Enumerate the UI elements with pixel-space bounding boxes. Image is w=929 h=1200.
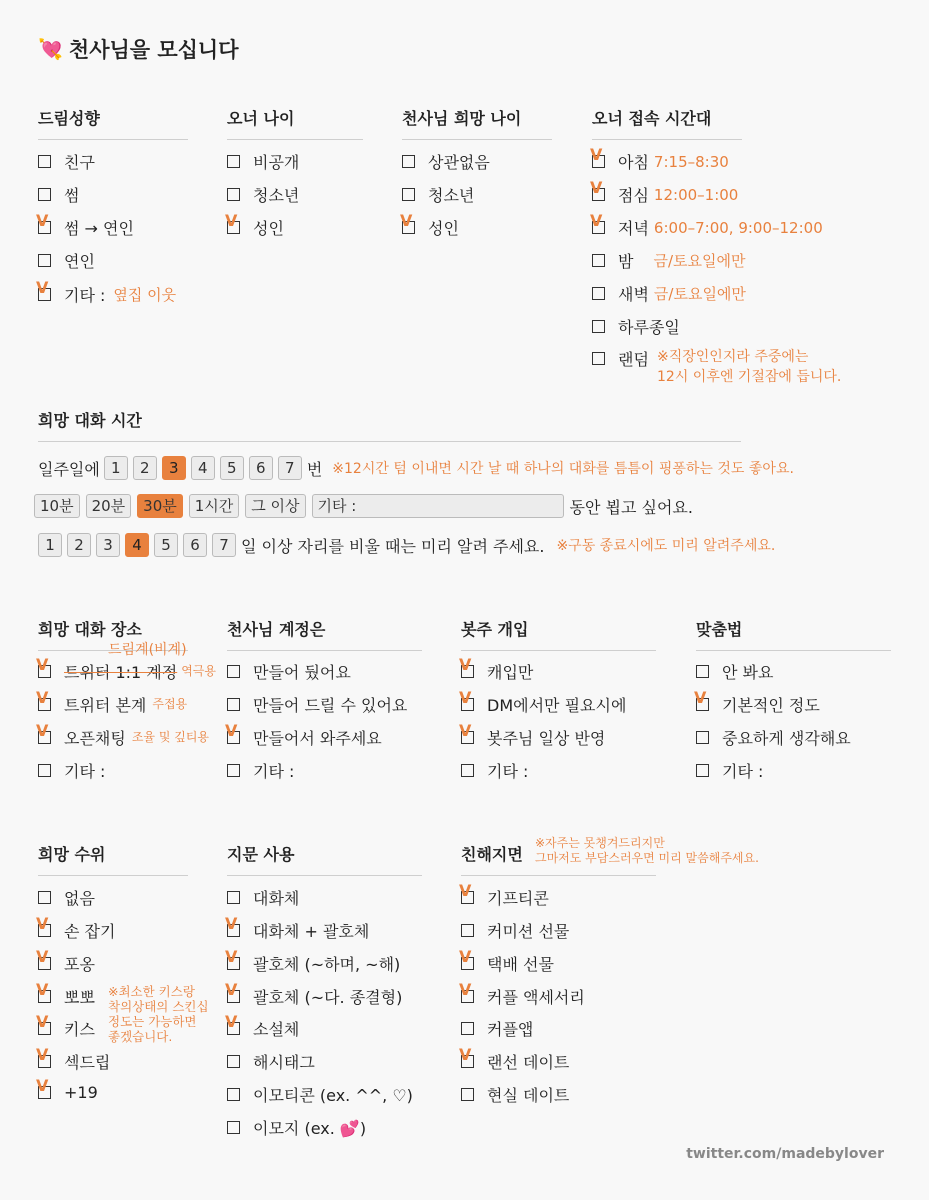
checkbox[interactable] bbox=[696, 665, 709, 678]
check-mark-icon: V bbox=[36, 688, 49, 707]
checkbox[interactable] bbox=[227, 665, 240, 678]
checkbox[interactable] bbox=[461, 764, 474, 777]
checkbox-checked[interactable] bbox=[225, 1012, 240, 1035]
option-dream-other[interactable]: V 기타 : 옆집 이웃 bbox=[36, 278, 177, 305]
check-mark-icon: V bbox=[36, 1012, 49, 1031]
checkbox-checked[interactable] bbox=[225, 721, 240, 744]
checkbox-checked[interactable] bbox=[36, 1076, 51, 1099]
num-5[interactable]: 5 bbox=[220, 456, 244, 480]
checkbox[interactable] bbox=[227, 1121, 240, 1134]
section-title-owner-time: 오너 접속 시간대 bbox=[592, 106, 742, 140]
option-account-make-and-come[interactable]: V 만들어서 와주세요 bbox=[225, 721, 382, 748]
option-account-can-make[interactable]: 만들어 드릴 수 있어요 bbox=[227, 693, 407, 716]
option-dream-friend[interactable]: 친구 bbox=[38, 150, 95, 173]
checkbox[interactable] bbox=[696, 764, 709, 777]
row-days-per-week: 일주일에 1 2 3 4 5 6 7 번 ※12시간 텀 이내면 시간 날 때 하나의 대화를 틈틈이 핑퐁하는 것도 좋아요. bbox=[38, 456, 794, 480]
note: 6:00–7:00, 9:00–12:00 bbox=[653, 218, 823, 237]
option-bonju-daily[interactable]: V 봇주님 일상 반영 bbox=[459, 721, 606, 748]
section-title-level: 희망 수위 bbox=[38, 842, 188, 876]
note: 7:15–8:30 bbox=[653, 152, 729, 171]
annotation-dream-account: 드림계(비계) bbox=[108, 642, 187, 658]
option-spelling-none[interactable]: 안 봐요 bbox=[696, 660, 773, 683]
num-3-selected[interactable]: 3 bbox=[162, 456, 186, 480]
option-style-hashtag[interactable]: 해시태그 bbox=[227, 1050, 315, 1073]
check-mark-icon: V bbox=[225, 211, 238, 230]
option-dream-some-lover[interactable]: V 썸 → 연인 bbox=[36, 211, 134, 238]
option-time-morning[interactable]: V 아침 7:15–8:30 bbox=[590, 145, 729, 172]
check-mark-icon: V bbox=[36, 1045, 49, 1064]
option-owner-adult[interactable]: V 성인 bbox=[225, 211, 284, 238]
option-style-novel[interactable]: V 소설체 bbox=[225, 1012, 300, 1039]
option-dream-some[interactable]: 썸 bbox=[38, 183, 79, 206]
duration-more[interactable]: 그 이상 bbox=[245, 494, 305, 518]
option-style-dialogue-paren[interactable]: V 대화체 + 괄호체 bbox=[225, 914, 370, 941]
option-place-twitter-main[interactable]: V 트위터 본계 주접용 bbox=[36, 688, 188, 715]
checkbox[interactable] bbox=[38, 188, 51, 201]
checkbox[interactable] bbox=[38, 764, 51, 777]
check-mark-icon: V bbox=[36, 1076, 49, 1095]
checkbox-checked[interactable] bbox=[694, 688, 709, 711]
checkbox-checked[interactable] bbox=[36, 914, 51, 937]
checkbox[interactable] bbox=[402, 155, 415, 168]
num-6[interactable]: 6 bbox=[249, 456, 273, 480]
option-time-lunch[interactable]: V 점심 12:00–1:00 bbox=[590, 178, 739, 205]
option-level-sexdrip[interactable]: V 섹드립 bbox=[36, 1045, 111, 1072]
checkbox-checked[interactable] bbox=[459, 1045, 474, 1068]
checkbox-checked[interactable] bbox=[225, 947, 240, 970]
option-spelling-important[interactable]: 중요하게 생각해요 bbox=[696, 726, 851, 749]
check-mark-icon: V bbox=[225, 1012, 238, 1031]
checkbox-checked[interactable] bbox=[36, 721, 51, 744]
option-close-couple-app[interactable]: 커플앱 bbox=[461, 1017, 533, 1040]
note: 주접용 bbox=[152, 697, 188, 711]
checkbox[interactable] bbox=[592, 254, 605, 267]
checkbox[interactable] bbox=[696, 731, 709, 744]
option-level-none[interactable]: 없음 bbox=[38, 886, 95, 909]
option-level-kiss[interactable]: V 키스 bbox=[36, 1012, 95, 1039]
note: 금/토요일에만 bbox=[653, 285, 746, 303]
note: ※12시간 텀 이내면 시간 날 때 하나의 대화를 틈틈이 핑퐁하는 것도 좋아요. bbox=[332, 461, 794, 477]
page-title: 천사님을 모십니다 bbox=[68, 38, 239, 62]
checkbox-checked[interactable] bbox=[459, 980, 474, 1003]
checkbox-checked[interactable] bbox=[459, 721, 474, 744]
checkbox-checked[interactable] bbox=[36, 1045, 51, 1068]
num-7[interactable]: 7 bbox=[278, 456, 302, 480]
num-4-selected[interactable]: 4 bbox=[125, 533, 149, 557]
checkbox-checked[interactable] bbox=[225, 980, 240, 1003]
check-mark-icon: V bbox=[590, 178, 603, 197]
option-style-dialogue[interactable]: 대화체 bbox=[227, 886, 299, 909]
note-close: ※자주는 못챙겨드리지만 그마저도 부담스러우면 미리 말씀해주세요. bbox=[535, 836, 759, 865]
checkbox[interactable] bbox=[227, 1088, 240, 1101]
option-angel-adult[interactable]: V 성인 bbox=[400, 211, 459, 238]
num-1[interactable]: 1 bbox=[38, 533, 62, 557]
checkbox-checked[interactable] bbox=[36, 688, 51, 711]
option-account-made[interactable]: 만들어 뒀어요 bbox=[227, 660, 351, 683]
check-mark-icon: V bbox=[459, 688, 472, 707]
duration-10[interactable]: 10분 bbox=[34, 494, 80, 518]
option-place-openchat[interactable]: V 오픈채팅 조율 및 깊티용 bbox=[36, 721, 210, 748]
checkbox-checked[interactable] bbox=[225, 914, 240, 937]
checkbox-checked[interactable] bbox=[459, 881, 474, 904]
checkbox[interactable] bbox=[227, 698, 240, 711]
option-close-delivery[interactable]: V 택배 선물 bbox=[459, 947, 554, 974]
page-title-row bbox=[38, 34, 239, 64]
num-6[interactable]: 6 bbox=[183, 533, 207, 557]
note: 조율 및 깊티용 bbox=[131, 730, 210, 744]
checkbox-checked[interactable] bbox=[36, 947, 51, 970]
num-3[interactable]: 3 bbox=[96, 533, 120, 557]
check-mark-icon: V bbox=[36, 721, 49, 740]
option-angel-any[interactable]: 상관없음 bbox=[402, 150, 490, 173]
check-mark-icon: V bbox=[36, 278, 49, 297]
check-mark-icon: V bbox=[36, 211, 49, 230]
checkbox-checked[interactable] bbox=[36, 1012, 51, 1035]
check-mark-icon: V bbox=[36, 914, 49, 933]
section-title-place: 희망 대화 장소 bbox=[38, 617, 188, 651]
section-title-angel-age: 천사님 희망 나이 bbox=[402, 106, 552, 140]
checkbox-checked[interactable] bbox=[590, 145, 605, 168]
checkbox-checked[interactable] bbox=[36, 980, 51, 1003]
note: 12:00–1:00 bbox=[653, 185, 739, 204]
option-place-other[interactable]: 기타 : bbox=[38, 759, 105, 782]
heart-arrow-icon: 💘 bbox=[38, 37, 63, 61]
checkbox[interactable] bbox=[402, 188, 415, 201]
footer-credit: twitter.com/madebylover bbox=[686, 1146, 884, 1162]
num-4[interactable]: 4 bbox=[191, 456, 215, 480]
check-mark-icon: V bbox=[225, 980, 238, 999]
option-owner-private[interactable]: 비공개 bbox=[227, 150, 299, 173]
checkbox[interactable] bbox=[461, 1022, 474, 1035]
checkbox-checked[interactable] bbox=[459, 947, 474, 970]
option-level-hug[interactable]: V 포옹 bbox=[36, 947, 95, 974]
section-title-spelling: 맞춤법 bbox=[696, 617, 891, 651]
section-title-close: 친해지면 bbox=[461, 842, 656, 876]
checkbox-checked[interactable] bbox=[36, 278, 51, 301]
num-5[interactable]: 5 bbox=[154, 533, 178, 557]
checkbox[interactable] bbox=[227, 764, 240, 777]
option-place-twitter-11[interactable]: V 트위터 1:1 계정 역극용 bbox=[36, 655, 216, 682]
check-mark-icon: V bbox=[459, 655, 472, 674]
checkbox-checked[interactable] bbox=[225, 211, 240, 234]
option-style-paren-1[interactable]: V 괄호체 (~하며, ~해) bbox=[225, 947, 401, 974]
row-duration: 10분 20분 30분 1시간 그 이상 기타 : 동안 뵙고 싶어요. bbox=[34, 494, 693, 518]
note: ※구동 종료시에도 미리 알려주세요. bbox=[556, 538, 776, 554]
option-bonju-dm-only[interactable]: V DM에서만 필요시에 bbox=[459, 688, 627, 715]
option-close-online-date[interactable]: V 랜선 데이트 bbox=[459, 1045, 570, 1072]
check-mark-icon: V bbox=[459, 881, 472, 900]
checkbox[interactable] bbox=[592, 287, 605, 300]
checkbox-checked[interactable] bbox=[36, 211, 51, 234]
check-mark-icon: V bbox=[459, 947, 472, 966]
option-time-dawn[interactable]: 새벽 금/토요일에만 bbox=[592, 282, 746, 305]
checkbox[interactable] bbox=[38, 891, 51, 904]
checkbox-checked[interactable] bbox=[459, 655, 474, 678]
check-mark-icon: V bbox=[225, 947, 238, 966]
checkbox[interactable] bbox=[38, 254, 51, 267]
option-style-emoji[interactable]: 이모지 (ex. 💕) bbox=[227, 1116, 366, 1139]
checkbox[interactable] bbox=[227, 1055, 240, 1068]
checkbox[interactable] bbox=[592, 352, 605, 365]
section-title-owner-age: 오너 나이 bbox=[227, 106, 363, 140]
option-close-real-date[interactable]: 현실 데이트 bbox=[461, 1083, 569, 1106]
num-2[interactable]: 2 bbox=[133, 456, 157, 480]
check-mark-icon: V bbox=[36, 655, 49, 674]
check-mark-icon: V bbox=[225, 721, 238, 740]
check-mark-icon: V bbox=[590, 211, 603, 230]
note: 역극용 bbox=[181, 664, 216, 678]
note: 옆집 이웃 bbox=[113, 286, 177, 304]
section-title-style: 지문 사용 bbox=[227, 842, 422, 876]
option-level-kiss-peck[interactable]: V 뽀뽀 bbox=[36, 980, 95, 1007]
option-style-paren-2[interactable]: V 괄호체 (~다. 종결형) bbox=[225, 980, 403, 1007]
option-time-night[interactable]: 밤 금/토요일에만 bbox=[592, 249, 745, 272]
check-mark-icon: V bbox=[400, 211, 413, 230]
option-owner-teen[interactable]: 청소년 bbox=[227, 183, 299, 206]
checkbox-checked[interactable] bbox=[400, 211, 415, 234]
num-2[interactable]: 2 bbox=[67, 533, 91, 557]
option-style-emoticon[interactable]: 이모티콘 (ex. ^^, ♡) bbox=[227, 1083, 413, 1106]
checkbox[interactable] bbox=[38, 155, 51, 168]
section-title-account: 천사님 계정은 bbox=[227, 617, 422, 651]
check-mark-icon: V bbox=[459, 980, 472, 999]
check-mark-icon: V bbox=[459, 1045, 472, 1064]
option-spelling-basic[interactable]: V 기본적인 정도 bbox=[694, 688, 820, 715]
checkbox[interactable] bbox=[461, 1088, 474, 1101]
option-level-hand[interactable]: V 손 잡기 bbox=[36, 914, 116, 941]
note-random: ※직장인인지라 주중에는 12시 이후엔 기절잠에 듭니다. bbox=[657, 349, 842, 385]
num-7[interactable]: 7 bbox=[212, 533, 236, 557]
option-time-allday[interactable]: 하루종일 bbox=[592, 315, 680, 338]
duration-other-field[interactable]: 기타 : bbox=[312, 494, 564, 518]
checkbox-checked[interactable] bbox=[590, 178, 605, 201]
option-account-other[interactable]: 기타 : bbox=[227, 759, 294, 782]
option-level-19[interactable]: V +19 bbox=[36, 1076, 98, 1102]
section-title-bonju: 봇주 개입 bbox=[461, 617, 656, 651]
duration-30-selected[interactable]: 30분 bbox=[137, 494, 183, 518]
checkbox[interactable] bbox=[592, 320, 605, 333]
check-mark-icon: V bbox=[36, 980, 49, 999]
option-bonju-other[interactable]: 기타 : bbox=[461, 759, 528, 782]
note-level: ※최소한 키스랑 착의상태의 스킨십 정도는 가능하면 좋겠습니다. bbox=[108, 984, 209, 1044]
check-mark-icon: V bbox=[459, 721, 472, 740]
option-close-couple-accessory[interactable]: V 커플 액세서리 bbox=[459, 980, 585, 1007]
note: 금/토요일에만 bbox=[653, 252, 746, 270]
row-absence-days: 1 2 3 4 5 6 7 일 이상 자리를 비울 때는 미리 알려 주세요. ※구동 종료시에도 미리 알려주세요. bbox=[38, 533, 775, 557]
check-mark-icon: V bbox=[590, 145, 603, 164]
option-angel-teen[interactable]: 청소년 bbox=[402, 183, 474, 206]
num-1[interactable]: 1 bbox=[104, 456, 128, 480]
duration-1h[interactable]: 1시간 bbox=[189, 494, 240, 518]
check-mark-icon: V bbox=[225, 914, 238, 933]
option-time-evening[interactable]: V 저녁 6:00–7:00, 9:00–12:00 bbox=[590, 211, 823, 238]
checkbox[interactable] bbox=[227, 155, 240, 168]
option-close-commission[interactable]: 커미션 선물 bbox=[461, 919, 569, 942]
option-time-random[interactable]: 랜덤 bbox=[592, 347, 649, 370]
section-title-dream: 드림성향 bbox=[38, 106, 188, 140]
option-bonju-character-only[interactable]: V 캐입만 bbox=[459, 655, 534, 682]
check-mark-icon: V bbox=[36, 947, 49, 966]
checkbox-checked[interactable] bbox=[36, 655, 51, 678]
duration-20[interactable]: 20분 bbox=[86, 494, 132, 518]
checkbox-checked[interactable] bbox=[459, 688, 474, 711]
option-dream-lover[interactable]: 연인 bbox=[38, 249, 95, 272]
check-mark-icon: V bbox=[694, 688, 707, 707]
section-title-chat-time: 희망 대화 시간 bbox=[38, 408, 741, 442]
checkbox[interactable] bbox=[227, 891, 240, 904]
option-spelling-other[interactable]: 기타 : bbox=[696, 759, 763, 782]
checkbox[interactable] bbox=[227, 188, 240, 201]
checkbox[interactable] bbox=[461, 924, 474, 937]
option-close-gifticon[interactable]: V 기프티콘 bbox=[459, 881, 549, 908]
checkbox-checked[interactable] bbox=[590, 211, 605, 234]
